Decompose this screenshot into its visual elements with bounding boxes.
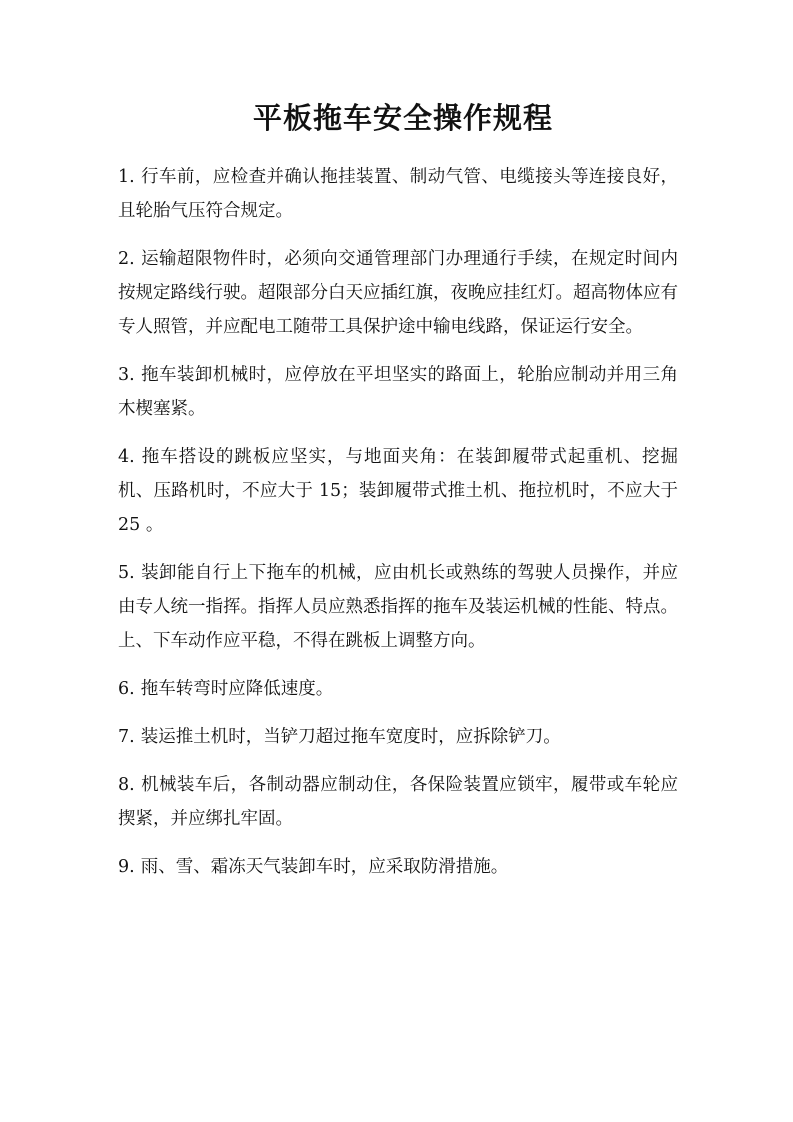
rule-number: 3. [118,365,135,385]
rule-text: 行车前，应检查并确认拖挂装置、制动气管、电缆接头等连接良好，且轮胎气压符合规定。 [118,167,678,221]
rule-number: 1. [118,167,135,187]
rule-text: 装卸能自行上下拖车的机械，应由机长或熟练的驾驶人员操作，并应由专人统一指挥。指挥人员应熟悉指挥的拖车及装运机械的性能、特点。上、下车动作应平稳，不得在跳板上调整方向。 [118,563,678,651]
rule-number: 5. [118,563,135,583]
document-title: 平板拖车安全操作规程 [252,101,553,135]
rule-number: 6. [118,679,135,699]
rule-number: 2. [118,249,135,269]
rule-text: 机械装车后，各制动器应制动住，各保险装置应锁牢，履带或车轮应揳紧，并应绑扎牢固。 [118,775,678,829]
rule-number: 4. [118,447,135,467]
rule-number: 9. [118,857,135,877]
rule-item-5 [118,556,678,658]
rule-text: 运输超限物件时，必须向交通管理部门办理通行手续，在规定时间内按规定路线行驶。超限部分白天应插红旗，夜晚应挂红灯。超高物体应有专人照管，并应配电工随带工具保护途中输电线路，保证运行安全。 [118,249,678,337]
rule-text: 装运推土机时，当铲刀超过拖车宽度时，应拆除铲刀。 [140,727,561,747]
rule-item-2 [118,242,678,344]
rule-item-1 [118,160,678,228]
rule-text: 拖车搭设的跳板应坚实，与地面夹角：在装卸履带式起重机、挖掘机、压路机时，不应大于 15；装卸履带式推土机、拖拉机时，不应大于 25 。 [118,447,678,535]
rule-item-8 [118,768,678,836]
rule-number: 7. [118,727,135,747]
rule-item-4 [118,440,678,542]
rule-item-9 [118,850,678,884]
rule-text: 拖车转弯时应降低速度。 [140,679,334,699]
document-page [118,0,678,898]
rule-item-3 [118,358,678,426]
rule-list [118,160,678,884]
rule-text: 雨、雪、霜冻天气装卸车时，应采取防滑措施。 [140,857,509,877]
rule-text: 拖车装卸机械时，应停放在平坦坚实的路面上，轮胎应制动并用三角木楔塞紧。 [118,365,678,419]
rule-item-7 [118,720,678,754]
rule-number: 8. [118,775,135,795]
rule-item-6 [118,672,678,706]
